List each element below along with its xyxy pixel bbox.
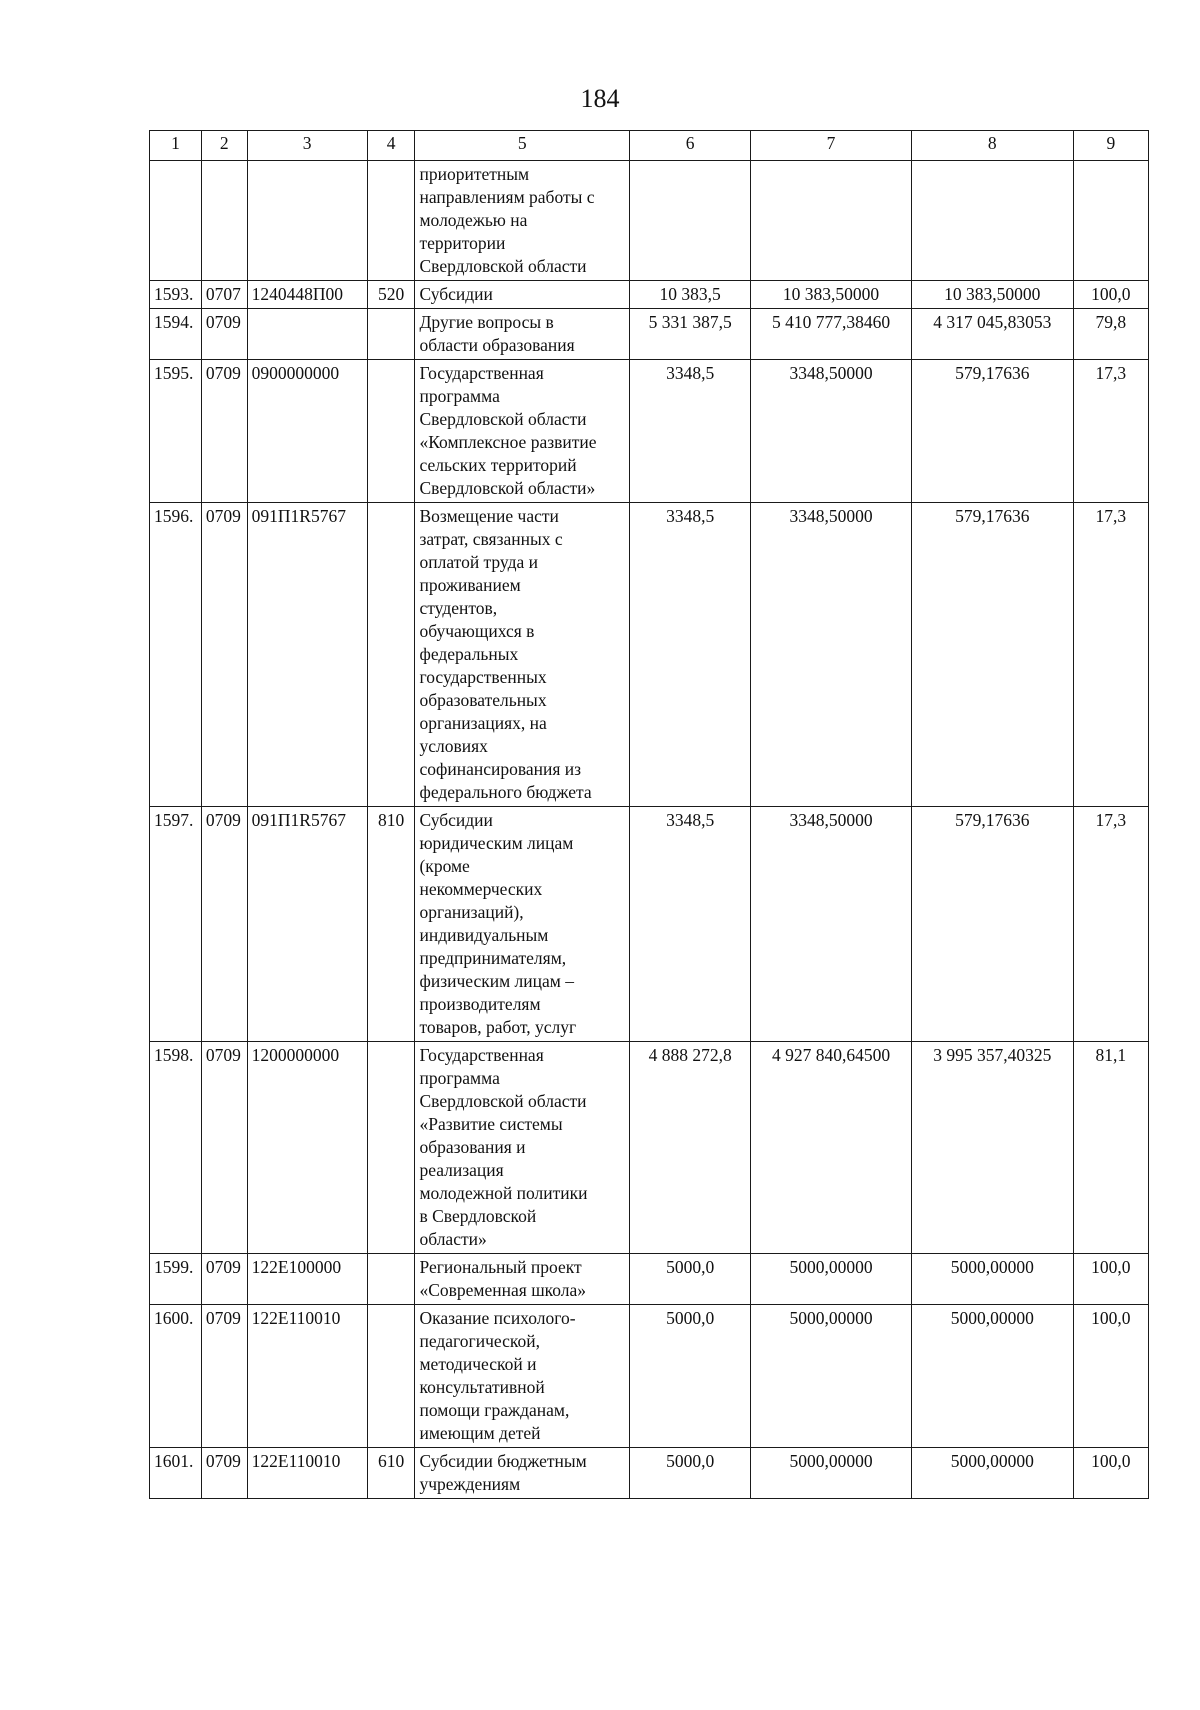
name-line: государственных — [419, 667, 547, 687]
value-col6-cell: 10 383,5 — [630, 281, 751, 309]
name-line: сельских территорий — [419, 455, 577, 475]
name-cell — [415, 360, 630, 503]
name-line: федерального бюджета — [419, 782, 592, 802]
name-line: образования и — [419, 1137, 526, 1157]
table-row — [150, 360, 1149, 503]
name-line: организаций), — [419, 902, 524, 922]
row-number-cell: 1601. — [150, 1448, 202, 1499]
table-row — [150, 1305, 1149, 1448]
expense-type-cell: 610 — [367, 1448, 415, 1499]
name-line: затрат, связанных с — [419, 529, 563, 549]
name-line: Субсидии — [419, 284, 493, 304]
table-row — [150, 1042, 1149, 1254]
name-line: «Современная школа» — [419, 1280, 587, 1300]
table-row — [150, 161, 1149, 281]
target-code-cell — [247, 309, 367, 360]
expense-type-cell — [367, 1042, 415, 1254]
percent-cell: 100,0 — [1073, 1448, 1148, 1499]
row-number-cell: 1600. — [150, 1305, 202, 1448]
name-line: программа — [419, 1068, 500, 1088]
name-line: территории — [419, 233, 506, 253]
target-code-cell: 0900000000 — [247, 360, 367, 503]
expense-type-cell — [367, 161, 415, 281]
percent-cell: 81,1 — [1073, 1042, 1148, 1254]
value-col7-cell: 3348,50000 — [751, 503, 912, 807]
row-number-cell: 1599. — [150, 1254, 202, 1305]
page-number: 184 — [580, 84, 620, 113]
name-line: молодежью на — [419, 210, 528, 230]
section-code-cell: 0709 — [201, 1042, 247, 1254]
name-line: некоммерческих — [419, 879, 543, 899]
expense-type-cell — [367, 360, 415, 503]
percent-cell: 100,0 — [1073, 281, 1148, 309]
row-number-cell — [150, 161, 202, 281]
expense-type-cell — [367, 1305, 415, 1448]
value-col8-cell: 4 317 045,83053 — [911, 309, 1073, 360]
percent-cell: 17,3 — [1073, 360, 1148, 503]
name-line: образовательных — [419, 690, 547, 710]
section-code-cell — [201, 161, 247, 281]
value-col8-cell: 5000,00000 — [911, 1448, 1073, 1499]
section-code-cell: 0709 — [201, 1448, 247, 1499]
header-row — [150, 131, 1149, 161]
name-line: имеющим детей — [419, 1423, 541, 1443]
table-row — [150, 503, 1149, 807]
name-line: (кроме — [419, 856, 470, 876]
name-line: организациях, на — [419, 713, 547, 733]
name-line: оплатой труда и — [419, 552, 538, 572]
name-line: Субсидии бюджетным — [419, 1451, 587, 1471]
value-col8-cell: 579,17636 — [911, 360, 1073, 503]
section-code-cell: 0709 — [201, 503, 247, 807]
name-line: индивидуальным — [419, 925, 549, 945]
table-body — [150, 161, 1149, 1499]
value-col7-cell: 4 927 840,64500 — [751, 1042, 912, 1254]
value-col6-cell: 4 888 272,8 — [630, 1042, 751, 1254]
percent-cell: 100,0 — [1073, 1305, 1148, 1448]
expense-type-cell — [367, 503, 415, 807]
value-col7-cell: 5 410 777,38460 — [751, 309, 912, 360]
name-line: Региональный проект — [419, 1257, 582, 1277]
name-line: молодежной политики — [419, 1183, 588, 1203]
value-col6-cell — [630, 161, 751, 281]
name-line: Возмещение части — [419, 506, 559, 526]
name-line: Свердловской области» — [419, 478, 596, 498]
section-code-cell: 0707 — [201, 281, 247, 309]
name-line: реализация — [419, 1160, 504, 1180]
value-col6-cell: 5000,0 — [630, 1254, 751, 1305]
budget-table — [149, 130, 1149, 1499]
value-col8-cell: 3 995 357,40325 — [911, 1042, 1073, 1254]
header-cell-4: 4 — [367, 131, 415, 161]
section-code-cell: 0709 — [201, 1254, 247, 1305]
row-number-cell: 1595. — [150, 360, 202, 503]
name-line: федеральных — [419, 644, 519, 664]
value-col7-cell: 10 383,50000 — [751, 281, 912, 309]
value-col8-cell: 10 383,50000 — [911, 281, 1073, 309]
name-line: Субсидии — [419, 810, 493, 830]
name-line: консультативной — [419, 1377, 545, 1397]
name-line: учреждениям — [419, 1474, 521, 1494]
header-cell-3: 3 — [247, 131, 367, 161]
header-cell-8: 8 — [911, 131, 1073, 161]
section-code-cell: 0709 — [201, 309, 247, 360]
value-col7-cell: 3348,50000 — [751, 360, 912, 503]
percent-cell: 100,0 — [1073, 1254, 1148, 1305]
target-code-cell: 091П1R5767 — [247, 807, 367, 1042]
row-number-cell: 1593. — [150, 281, 202, 309]
value-col6-cell: 5000,0 — [630, 1305, 751, 1448]
name-cell — [415, 1448, 630, 1499]
name-line: Другие вопросы в — [419, 312, 554, 332]
section-code-cell: 0709 — [201, 1305, 247, 1448]
name-line: Оказание психолого- — [419, 1308, 576, 1328]
header-cell-5: 5 — [415, 131, 630, 161]
table-row — [150, 1448, 1149, 1499]
name-line: педагогической, — [419, 1331, 540, 1351]
name-line: условиях — [419, 736, 488, 756]
value-col6-cell: 3348,5 — [630, 807, 751, 1042]
header-cell-6: 6 — [630, 131, 751, 161]
name-line: в Свердловской — [419, 1206, 537, 1226]
name-cell — [415, 161, 630, 281]
name-cell — [415, 309, 630, 360]
target-code-cell: 1240448П00 — [247, 281, 367, 309]
value-col6-cell: 3348,5 — [630, 360, 751, 503]
name-line: направлениям работы с — [419, 187, 595, 207]
value-col7-cell: 5000,00000 — [751, 1448, 912, 1499]
value-col8-cell: 579,17636 — [911, 807, 1073, 1042]
name-line: физическим лицам – — [419, 971, 574, 991]
name-line: приоритетным — [419, 164, 530, 184]
name-cell — [415, 1254, 630, 1305]
row-number-cell: 1598. — [150, 1042, 202, 1254]
name-line: Государственная — [419, 1045, 544, 1065]
value-col7-cell — [751, 161, 912, 281]
name-cell — [415, 1042, 630, 1254]
name-cell — [415, 281, 630, 309]
name-line: помощи гражданам, — [419, 1400, 570, 1420]
expense-type-cell — [367, 1254, 415, 1305]
name-line: юридическим лицам — [419, 833, 574, 853]
name-line: методической и — [419, 1354, 537, 1374]
name-line: Свердловской области — [419, 1091, 587, 1111]
value-col7-cell: 3348,50000 — [751, 807, 912, 1042]
value-col8-cell: 579,17636 — [911, 503, 1073, 807]
value-col6-cell: 5000,0 — [630, 1448, 751, 1499]
value-col7-cell: 5000,00000 — [751, 1254, 912, 1305]
value-col7-cell: 5000,00000 — [751, 1305, 912, 1448]
target-code-cell: 122E110010 — [247, 1448, 367, 1499]
name-line: области образования — [419, 335, 575, 355]
header-cell-9: 9 — [1073, 131, 1148, 161]
percent-cell: 17,3 — [1073, 807, 1148, 1042]
name-line: товаров, работ, услуг — [419, 1017, 577, 1037]
section-code-cell: 0709 — [201, 807, 247, 1042]
percent-cell: 79,8 — [1073, 309, 1148, 360]
name-line: обучающихся в — [419, 621, 535, 641]
value-col8-cell: 5000,00000 — [911, 1254, 1073, 1305]
percent-cell — [1073, 161, 1148, 281]
section-code-cell: 0709 — [201, 360, 247, 503]
table-row — [150, 1254, 1149, 1305]
name-cell — [415, 1305, 630, 1448]
row-number-cell: 1597. — [150, 807, 202, 1042]
table-row — [150, 309, 1149, 360]
name-line: Свердловской области — [419, 256, 587, 276]
name-line: Государственная — [419, 363, 544, 383]
target-code-cell: 122E110010 — [247, 1305, 367, 1448]
expense-type-cell — [367, 309, 415, 360]
header-cell-1: 1 — [150, 131, 202, 161]
name-line: «Развитие системы — [419, 1114, 563, 1134]
name-cell — [415, 807, 630, 1042]
name-line: студентов, — [419, 598, 498, 618]
value-col8-cell: 5000,00000 — [911, 1305, 1073, 1448]
name-line: программа — [419, 386, 500, 406]
name-line: проживанием — [419, 575, 521, 595]
header-cell-7: 7 — [751, 131, 912, 161]
row-number-cell: 1596. — [150, 503, 202, 807]
expense-type-cell: 810 — [367, 807, 415, 1042]
name-line: области» — [419, 1229, 487, 1249]
table-row — [150, 281, 1149, 309]
target-code-cell: 122E100000 — [247, 1254, 367, 1305]
expense-type-cell: 520 — [367, 281, 415, 309]
name-line: Свердловской области — [419, 409, 587, 429]
value-col6-cell: 5 331 387,5 — [630, 309, 751, 360]
percent-cell: 17,3 — [1073, 503, 1148, 807]
name-line: «Комплексное развитие — [419, 432, 597, 452]
row-number-cell: 1594. — [150, 309, 202, 360]
header-cell-2: 2 — [201, 131, 247, 161]
value-col8-cell — [911, 161, 1073, 281]
name-line: предпринимателям, — [419, 948, 567, 968]
name-line: софинансирования из — [419, 759, 582, 779]
target-code-cell: 091П1R5767 — [247, 503, 367, 807]
value-col6-cell: 3348,5 — [630, 503, 751, 807]
table-row — [150, 807, 1149, 1042]
name-line: производителям — [419, 994, 541, 1014]
target-code-cell: 1200000000 — [247, 1042, 367, 1254]
name-cell — [415, 503, 630, 807]
target-code-cell — [247, 161, 367, 281]
